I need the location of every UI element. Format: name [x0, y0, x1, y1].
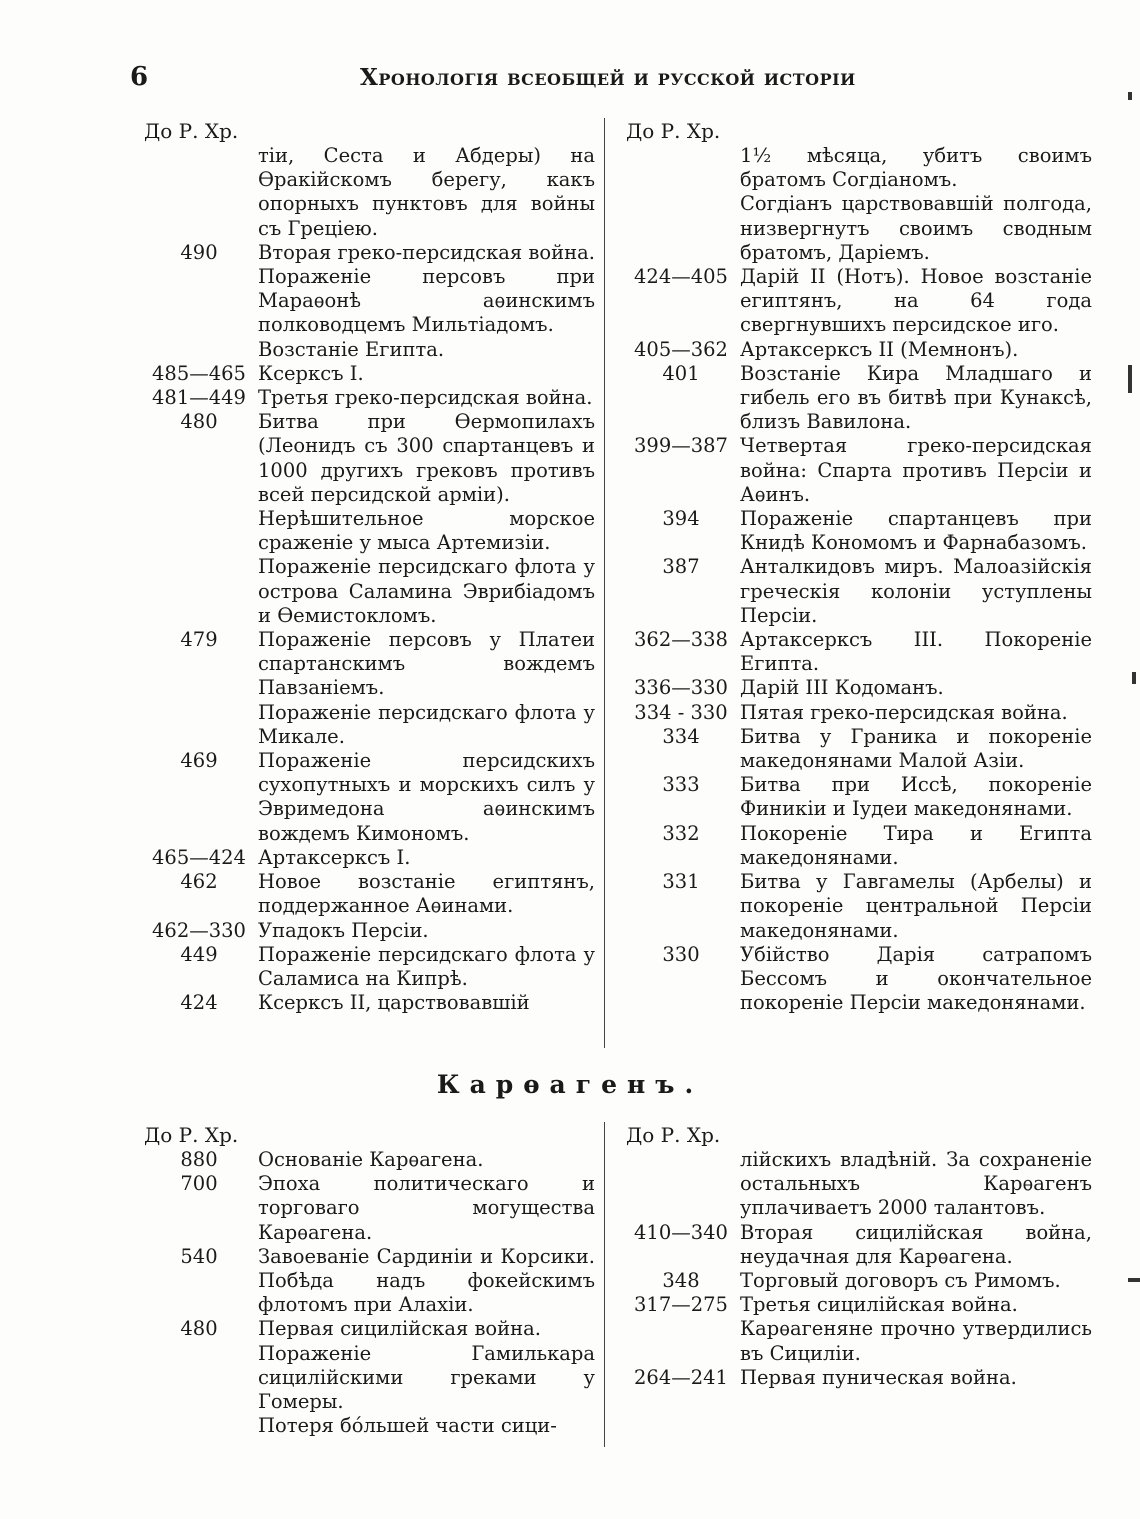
chronology-entry [622, 1317, 1092, 1365]
chronology-entry [140, 870, 595, 918]
chronology-entry [140, 943, 595, 991]
entry-text: Возстаніе Египта. [258, 337, 445, 361]
chronology-entry [622, 362, 1092, 435]
entry-text: Дарій III Кодоманъ. [740, 676, 944, 700]
entry-year: 465—424 [152, 845, 246, 869]
running-title: Хронологія всеобщей и русской исторіи [360, 64, 856, 91]
entry-text: Пораженіе персидскаго флота у острова Саламина Эврибіадомъ и Ѳемистокломъ. [258, 555, 595, 627]
chronology-entry [140, 507, 595, 555]
entry-year [140, 1342, 258, 1415]
entry-year: 410—340 [634, 1220, 728, 1244]
page-number: 6 [130, 62, 149, 92]
chronology-entry [622, 676, 1092, 700]
entry-text: Третья греко-персидская война. [258, 386, 593, 410]
entry-text: Битва у Граника и покореніе македонянами Малой Азіи. [740, 724, 1092, 773]
persia-section [140, 118, 1090, 1053]
chronology-entry [140, 386, 595, 410]
entry-text: Первая сицилійская война. [258, 1317, 541, 1341]
column-head: До Р. Хр. [144, 119, 239, 143]
entry-year: 331 [662, 870, 700, 894]
chronology-entry [622, 701, 1092, 725]
entry-text: Пораженіе Гамилькара сицилійскими греками у Гомеры. [258, 1341, 595, 1414]
entry-text: Пораженіе персидскаго флота у Микале. [258, 700, 595, 748]
entry-text: Пораженіе персидскаго флота у Саламиса на Кипрѣ. [258, 942, 595, 990]
entry-text: Ксерксъ II, царствовавшій [258, 991, 530, 1015]
entry-year: 399—387 [634, 434, 728, 458]
entry-year [140, 338, 258, 362]
entry-year: 469 [180, 749, 218, 773]
column-head: До Р. Хр. [626, 1123, 721, 1147]
chronology-entry [140, 1245, 595, 1318]
entry-text: Четвертая греко-персидская война: Спарта противъ Персіи и Аѳинъ. [740, 434, 1092, 506]
chronology-entry [140, 241, 595, 265]
column-head: До Р. Хр. [144, 1123, 239, 1147]
entry-year [622, 1317, 740, 1365]
entry-list [140, 144, 595, 1015]
entry-text: тіи, Сеста и Абдеры) на Ѳракійскомъ берегу, какъ опорныхъ пунктовъ для войны съ Греціею. [258, 144, 595, 240]
chronology-entry [622, 870, 1092, 943]
entry-year: 481—449 [152, 386, 246, 410]
entry-year: 479 [180, 628, 218, 652]
chronology-entry [622, 1293, 1092, 1317]
chronology-entry [622, 943, 1092, 1016]
chronology-entry [140, 1342, 595, 1415]
entry-year: 317—275 [634, 1293, 728, 1317]
entry-year [140, 1414, 258, 1438]
chronology-entry [140, 338, 595, 362]
entry-year: 485—465 [152, 361, 246, 385]
entry-year: 334 [662, 724, 700, 748]
entry-text: Пятая греко-персидская война. [740, 700, 1068, 724]
entry-text: Пораженіе спартанцевъ при Книдѣ Кономомъ и Фарнабазомъ. [740, 507, 1092, 555]
chronology-entry [140, 701, 595, 749]
entry-list [622, 144, 1092, 1015]
chronology-entry [622, 265, 1092, 338]
entry-text: Пораженіе персовъ при Мараѳонѣ аѳинскимъ полководцемъ Мильтіадомъ. [258, 265, 595, 337]
entry-list [140, 1148, 595, 1438]
entry-year [622, 1148, 740, 1221]
chronology-entry [140, 1317, 595, 1341]
entry-text: лійскихъ владѣній. За сохраненіе остальныхъ Карѳагенъ уплачиваетъ 2000 талантовъ. [740, 1148, 1092, 1220]
entry-text: Завоеваніе Сардиніи и Корсики. Побѣда надъ фокейскимъ флотомъ при Алахіи. [258, 1244, 595, 1317]
scan-speck [1128, 1278, 1140, 1282]
chronology-entry [622, 338, 1092, 362]
entry-year [140, 144, 258, 241]
entry-year: 336—330 [634, 676, 728, 700]
entry-year: 401 [662, 361, 700, 385]
entry-text: Упадокъ Персіи. [258, 918, 429, 942]
chronology-entry [140, 991, 595, 1015]
entry-year: 449 [180, 942, 218, 966]
entry-year: 540 [180, 1244, 218, 1268]
carthage-left-column [140, 1122, 595, 1438]
entry-text: Дарій II (Нотъ). Новое возстаніе египтянъ, на 64 года свергнувшихъ персидское иго. [740, 265, 1092, 337]
chronology-entry [622, 822, 1092, 870]
entry-text: Возстаніе Кира Младшаго и гибель его въ битвѣ при Кунаксѣ, близъ Вавилона. [740, 361, 1092, 434]
entry-year: 264—241 [634, 1365, 728, 1389]
entry-year: 462—330 [152, 918, 246, 942]
entry-text: Пораженіе персовъ у Платеи спартанскимъ вождемъ Павзаніемъ. [258, 628, 595, 700]
entry-text: Артаксерксъ I. [258, 845, 411, 869]
chronology-entry [140, 1414, 595, 1438]
chronology-entry [622, 628, 1092, 676]
entry-year: 394 [662, 507, 700, 531]
entry-year: 424—405 [634, 265, 728, 289]
chronology-entry [622, 507, 1092, 555]
entry-year: 462 [180, 870, 218, 894]
chronology-entry [622, 773, 1092, 821]
entry-year: 490 [180, 240, 218, 264]
entry-year: 330 [662, 942, 700, 966]
entry-year: 334 - 330 [634, 700, 728, 724]
entry-year: 480 [180, 410, 218, 434]
entry-year: 700 [180, 1172, 218, 1196]
entry-year: 424 [180, 991, 218, 1015]
entry-text: Согдіанъ царствовавшій полгода, низвергнутъ своимъ сводным братомъ, Даріемъ. [740, 192, 1092, 264]
entry-year: 362—338 [634, 628, 728, 652]
entry-text: Битва при Иссѣ, покореніе Финикіи и Іудеи македонянами. [740, 773, 1092, 821]
chronology-entry [622, 434, 1092, 507]
entry-year: 405—362 [634, 337, 728, 361]
column-head: До Р. Хр. [626, 119, 721, 143]
entry-year [140, 265, 258, 338]
carthage-right-column [622, 1122, 1092, 1390]
chronology-entry [140, 362, 595, 386]
entry-text: Вторая греко-персидская война. [258, 240, 595, 264]
chronology-entry [140, 749, 595, 846]
chronology-entry [622, 725, 1092, 773]
entry-text: Потеря бóльшей части сици- [258, 1414, 557, 1438]
section-title-carthage: Карѳагенъ. [436, 1070, 704, 1099]
chronology-entry [622, 1269, 1092, 1293]
entry-text: Битва при Ѳермопилахъ (Леонидъ съ 300 спартанцевъ и 1000 другихъ грековъ противъ всей персидской арміи). [258, 410, 595, 506]
chronology-entry [622, 555, 1092, 628]
entry-text: Основаніе Карѳагена. [258, 1148, 484, 1171]
entry-text: Эпоха политическаго и торговаго могущества Карѳагена. [258, 1172, 595, 1244]
chronology-entry [622, 192, 1092, 265]
chronology-entry [622, 1366, 1092, 1390]
column-divider [604, 1122, 605, 1447]
scan-speck [1132, 672, 1136, 684]
entry-text: Анталкидовъ миръ. Малоазійскія греческія колоніи уступлены Персіи. [740, 555, 1092, 627]
entry-year: 387 [662, 555, 700, 579]
entry-text: Вторая сицилійская война, неудачная для Карѳагена. [740, 1220, 1092, 1268]
entry-text: Артаксерксъ II (Мемнонъ). [740, 337, 1019, 361]
entry-year: 880 [180, 1148, 218, 1171]
entry-text: Битва у Гавгамелы (Арбелы) и покореніе центральной Персіи македонянами. [740, 870, 1092, 942]
entry-text: Новое возстаніе египтянъ, поддержанное Аѳинами. [258, 870, 595, 918]
entry-text: Артаксерксъ III. Покореніе Египта. [740, 628, 1092, 676]
entry-text: Первая пуническая война. [740, 1365, 1017, 1389]
entry-year [140, 507, 258, 555]
column-divider [604, 118, 605, 1048]
entry-year [140, 555, 258, 628]
scan-speck [1128, 365, 1132, 393]
entry-text: Нерѣшительное морское сраженіе у мыса Артемизіи. [258, 507, 595, 555]
chronology-entry [622, 1221, 1092, 1269]
persia-right-column [622, 118, 1092, 1015]
chronology-entry [140, 410, 595, 507]
entry-text: 1½ мѣсяца, убитъ своимъ братомъ Согдіаномъ. [740, 144, 1092, 192]
scan-speck [1128, 92, 1132, 100]
entry-text: Торговый договоръ съ Римомъ. [740, 1269, 1061, 1293]
chronology-entry [140, 265, 595, 338]
chronology-entry [140, 919, 595, 943]
entry-text: Третья сицилійская война. [740, 1293, 1018, 1317]
entry-year [622, 192, 740, 265]
chronology-entry [140, 628, 595, 701]
entry-text: Пораженіе персидскихъ сухопутныхъ и морскихъ силъ у Эвримедона аѳинскимъ вождемъ Кимономъ. [258, 749, 595, 845]
entry-year: 480 [180, 1317, 218, 1341]
chronology-entry [622, 1148, 1092, 1221]
chronology-entry [140, 1148, 595, 1172]
entry-text: Убійство Дарія сатрапомъ Бессомъ и окончательное покореніе Персіи македонянами. [740, 942, 1092, 1015]
chronology-entry [622, 144, 1092, 192]
entry-year [140, 701, 258, 749]
entry-year [622, 144, 740, 192]
chronology-entry [140, 144, 595, 241]
chronology-entry [140, 1172, 595, 1245]
entry-year: 333 [662, 773, 700, 797]
entry-list [622, 1148, 1092, 1390]
entry-text: Покореніе Тира и Египта македонянами. [740, 821, 1092, 869]
carthage-section [140, 1122, 1090, 1452]
persia-left-column [140, 118, 595, 1015]
chronology-entry [140, 846, 595, 870]
entry-text: Карѳагеняне прочно утвердились въ Сициліи. [740, 1317, 1092, 1365]
chronology-entry [140, 555, 595, 628]
entry-year: 348 [662, 1269, 700, 1293]
entry-text: Ксерксъ I. [258, 361, 364, 385]
entry-year: 332 [662, 821, 700, 845]
